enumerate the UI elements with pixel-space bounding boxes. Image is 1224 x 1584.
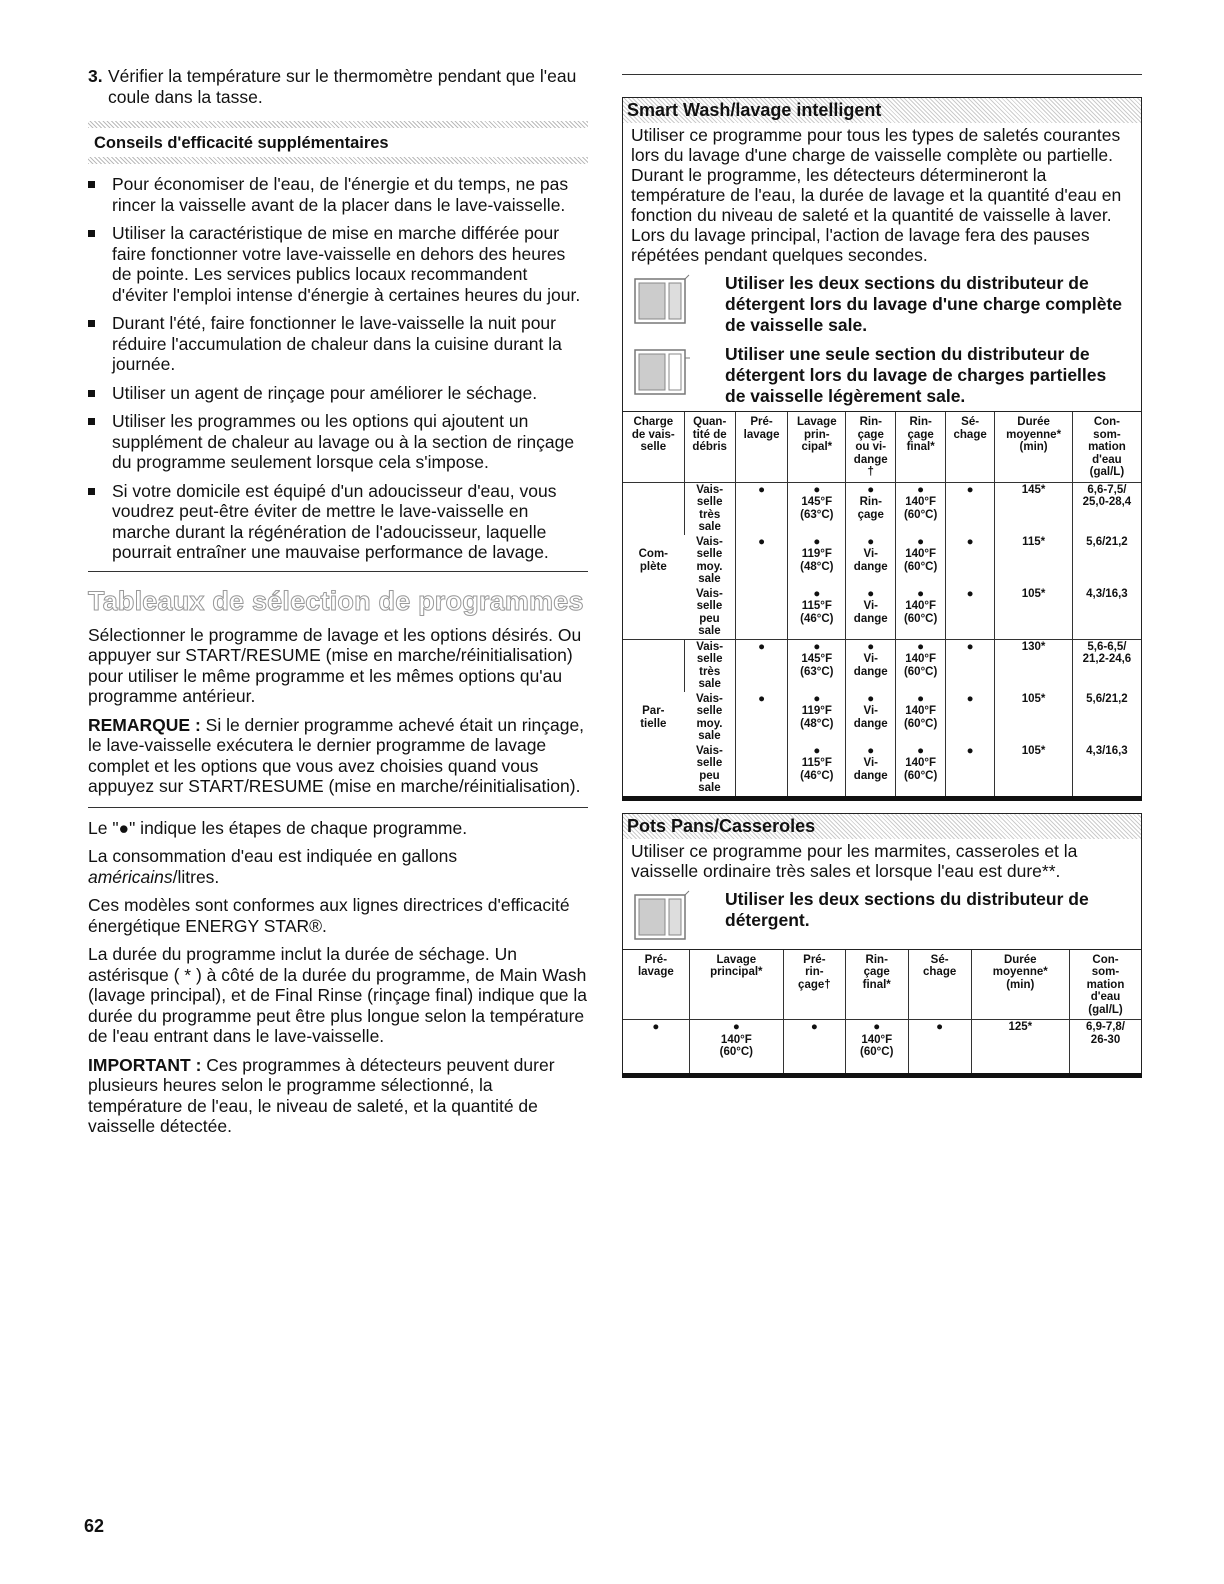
list-item: [88, 313, 588, 375]
charge-cell: Com- plète: [623, 482, 684, 639]
energy-note: Ces modèles sont conformes aux lignes directrices d'efficacité énergétique ENERGY STAR®.: [88, 895, 570, 936]
list-item: [88, 481, 588, 563]
table-row: [623, 482, 1141, 535]
right-top-rule: [622, 74, 1142, 75]
final-cell: ● 140°F (60°C): [896, 535, 946, 587]
pre-cell: ●: [735, 482, 788, 535]
rinse-cell: ● Rin- çage: [846, 482, 896, 535]
smart-note-1: [623, 269, 1141, 340]
table-row: [623, 639, 1141, 692]
value-cell: 125*: [971, 1020, 1069, 1073]
tips-bottom-rule: [88, 157, 588, 164]
value-cell: ● 140°F (60°C): [689, 1020, 783, 1073]
column-header: Durée moyenne* (min): [971, 950, 1069, 1020]
soil-cell: Vais- selle peu sale: [696, 744, 723, 794]
main-cell: ● 119°F (48°C): [788, 535, 846, 587]
smart-note-2: [623, 340, 1141, 411]
tip-text: Durant l'été, faire fonctionner le lave-vaisselle la nuit pour réduire l'accumulation de chaleur dans la cuisine durant la journée.: [112, 313, 562, 374]
column-header: Durée moyenne* (min): [995, 412, 1072, 482]
right-column: [622, 74, 1142, 1078]
time-cell: 105*: [995, 587, 1072, 640]
main-cell: ● 145°F (63°C): [788, 639, 846, 692]
column-header: Rin- çage final*: [845, 950, 908, 1020]
column-header: Pré- rin- çage†: [783, 950, 845, 1020]
smart-note-2-text: Utiliser une seule section du distributeur de détergent lors du lavage de charges partielles de vaisselle légèrement sale.: [725, 344, 1107, 406]
table-row: [623, 535, 1141, 587]
dot-note: Le "●" indique les étapes de chaque programme.: [88, 817, 468, 838]
pre-cell: ●: [735, 639, 788, 692]
rinse-cell: ● Vi- dange: [846, 692, 896, 744]
column-header: Con- som- mation d'eau (gal/L): [1070, 950, 1141, 1020]
final-cell: ● 140°F (60°C): [896, 587, 946, 640]
final-cell: ● 140°F (60°C): [896, 692, 946, 744]
rinse-cell: ● Vi- dange: [846, 744, 896, 796]
table-row: [623, 692, 1141, 744]
section-divider: [88, 571, 588, 572]
tips-list: [88, 174, 588, 563]
dry-cell: ●: [945, 692, 994, 744]
pots-pans-table: [623, 950, 1141, 1073]
rinse-cell: ● Vi- dange: [846, 639, 896, 692]
water-cell: 5,6/21,2: [1072, 535, 1141, 587]
dry-cell: ●: [945, 639, 994, 692]
pre-cell: ●: [735, 692, 788, 744]
table-row: [623, 1020, 1141, 1073]
water-cell: 4,3/16,3: [1072, 744, 1141, 796]
pots-note-text: Utiliser les deux sections du distributeur de détergent.: [725, 888, 1089, 930]
value-cell: 6,9-7,8/ 26-30: [1070, 1020, 1141, 1073]
smart-wash-title: [623, 98, 1141, 123]
main-cell: ● 145°F (63°C): [788, 482, 846, 535]
water-note-b: américains: [88, 866, 173, 887]
tips-heading: Conseils d'efficacité supplémentaires: [94, 134, 389, 152]
column-header: Rin- çage final*: [896, 412, 946, 482]
pre-cell: ●: [735, 535, 788, 587]
soil-cell: Vais- selle moy. sale: [696, 535, 723, 585]
dry-cell: ●: [945, 535, 994, 587]
tip-text: Utiliser un agent de rinçage pour améliorer le séchage.: [112, 382, 538, 403]
column-header: Quan- tité de débris: [684, 412, 735, 482]
list-item: [88, 411, 588, 473]
dry-cell: ●: [945, 482, 994, 535]
water-note-c: /litres.: [172, 866, 220, 887]
left-column: [88, 66, 588, 1145]
value-cell: ●: [783, 1020, 845, 1073]
pots-pans-title: [623, 814, 1141, 839]
soil-cell: Vais- selle très sale: [684, 482, 735, 535]
remark-text: Si le dernier programme achevé était un rinçage, le lave-vaisselle exécutera le dernier programme de lavage complet et les options que vous avez choisies quand vous appuyez sur START/RESUME (mise en marche/réinitialisation).: [88, 714, 585, 796]
main-cell: ● 119°F (48°C): [788, 692, 846, 744]
important-paragraph: [88, 1055, 588, 1137]
page-number: 62: [84, 1516, 105, 1536]
important-label: IMPORTANT :: [88, 1054, 202, 1075]
water-note-a: La consommation d'eau est indiquée en gallons: [88, 846, 458, 866]
water-note: [88, 846, 588, 887]
smart-wash-title-text: Smart Wash/lavage intelligent: [627, 100, 882, 120]
rinse-cell: ● Vi- dange: [846, 535, 896, 587]
charge-cell: Par- tielle: [640, 705, 667, 730]
soil-cell: Vais- selle peu sale: [684, 587, 735, 640]
dispenser-both-icon: [633, 889, 691, 945]
pots-note: [623, 885, 1141, 949]
time-cell: 105*: [995, 744, 1072, 796]
water-cell: 5,6-6,5/ 21,2-24,6: [1072, 639, 1141, 692]
column-header: Rin- çage ou vi- dange †: [846, 412, 896, 482]
soil-cell: Vais- selle très sale: [684, 639, 735, 692]
smart-wash-desc: Utiliser ce programme pour tous les types de saletés courantes lors du lavage d'une charge de vaisselle complète ou partielle. Durant le programme, les détecteurs détermineront la température de l'eau, la durée de lavage et la quantité d'eau en fonction du niveau de saleté et la quantité de vaisselle à laver. Lors du lavage principal, l'action de lavage fera des pauses répétées pendant quelques secondes.: [631, 125, 1122, 265]
list-item: [88, 174, 588, 215]
dispenser-both-icon: [633, 273, 691, 329]
pots-pans-box: [622, 813, 1142, 949]
list-item: [88, 383, 588, 404]
column-header: Charge de vais- selle: [623, 412, 684, 482]
dispenser-single-icon: [633, 344, 691, 400]
pots-pans-desc: Utiliser ce programme pour les marmites, casseroles et la vaisselle ordinaire très sales et lorsque l'eau est dure**.: [631, 840, 1078, 881]
final-cell: ● 140°F (60°C): [896, 639, 946, 692]
remark-label: REMARQUE :: [88, 714, 201, 735]
pre-cell: [735, 744, 788, 796]
time-cell: 115*: [995, 535, 1072, 587]
smart-wash-box: [622, 97, 1142, 411]
step-3: [88, 66, 588, 107]
duration-note: La durée du programme inclut la durée de séchage. Un astérisque ( * ) à côté de la durée du programme, de Main Wash (lavage principal), et de Final Rinse (rinçage final) indique que la durée du programme peut être plus longue selon la température de l'eau entrant dans le lave-vaisselle.: [88, 944, 588, 1046]
main-cell: ● 115°F (46°C): [788, 587, 846, 640]
column-header: Con- som- mation d'eau (gal/L): [1072, 412, 1141, 482]
column-header: Pré- lavage: [735, 412, 788, 482]
dry-cell: ●: [945, 587, 994, 640]
tip-text: Utiliser la caractéristique de mise en marche différée pour faire fonctionner votre lave-vaisselle en dehors des heures de pointe. Les services publics locaux recommandent d'éviter l'emploi intense d'énergie à certaines heures du jour.: [112, 223, 581, 305]
table-row: [623, 744, 1141, 796]
table-row: [623, 587, 1141, 640]
rinse-cell: ● Vi- dange: [846, 587, 896, 640]
section-title: Tableaux de sélection de programmes: [88, 585, 584, 616]
smart-note-1-text: Utiliser les deux sections du distributeur de détergent lors du lavage d'une charge complète de vaisselle sale.: [725, 273, 1123, 335]
smart-wash-table: [623, 412, 1141, 796]
step-number: 3.: [88, 66, 103, 86]
remark-paragraph: [88, 715, 588, 797]
time-cell: 145*: [995, 482, 1072, 535]
notes-divider: [88, 807, 588, 808]
main-cell: ● 115°F (46°C): [788, 744, 846, 796]
step-text: Vérifier la température sur le thermomètre pendant que l'eau coule dans la tasse.: [108, 66, 577, 107]
pre-cell: [735, 587, 788, 640]
water-cell: 4,3/16,3: [1072, 587, 1141, 640]
intro-paragraph: Sélectionner le programme de lavage et les options désirés. Ou appuyer sur START/RESUME (mise en marche/réinitialisation) pour utiliser le même programme et les mêmes options qu'au programme antérieur.: [88, 624, 582, 706]
column-header: Lavage principal*: [689, 950, 783, 1020]
dry-cell: ●: [945, 744, 994, 796]
pots-pans-title-text: Pots Pans/Casseroles: [627, 815, 816, 836]
pots-table-bottom-bar: [622, 1073, 1142, 1078]
value-cell: ●: [908, 1020, 971, 1073]
column-header: Sé- chage: [945, 412, 994, 482]
water-cell: 5,6/21,2: [1072, 692, 1141, 744]
tip-text: Utiliser les programmes ou les options qui ajoutent un supplément de chaleur au lavage ou à la section de rinçage du programme seulement lorsque cela s'impose.: [112, 411, 575, 472]
smart-table-bottom-bar: [622, 796, 1142, 801]
final-cell: ● 140°F (60°C): [896, 744, 946, 796]
column-header: Lavage prin- cipal*: [788, 412, 846, 482]
soil-cell: Vais- selle moy. sale: [696, 692, 723, 742]
tip-text: Pour économiser de l'eau, de l'énergie et du temps, ne pas rincer la vaisselle avant de la placer dans le lave-vaisselle.: [112, 174, 569, 215]
tips-top-rule: [88, 121, 588, 128]
tip-text: Si votre domicile est équipé d'un adoucisseur d'eau, vous voudrez peut-être éviter de mettre le lave-vaisselle en marche durant la régénération de l'adoucisseur, laquelle pourrait entraîner une mauvaise performance de lavage.: [112, 480, 557, 562]
list-item: [88, 223, 588, 305]
water-cell: 6,6-7,5/ 25,0-28,4: [1072, 482, 1141, 535]
column-header: Pré- lavage: [623, 950, 689, 1020]
important-text: Ces programmes à détecteurs peuvent durer plusieurs heures selon le programme sélectionné, la température de l'eau, le niveau de saleté, et la quantité de vaisselle détectée.: [88, 1054, 555, 1136]
final-cell: ● 140°F (60°C): [896, 482, 946, 535]
time-cell: 105*: [995, 692, 1072, 744]
value-cell: ●: [652, 1021, 660, 1033]
column-header: Sé- chage: [908, 950, 971, 1020]
time-cell: 130*: [995, 639, 1072, 692]
value-cell: ● 140°F (60°C): [845, 1020, 908, 1073]
